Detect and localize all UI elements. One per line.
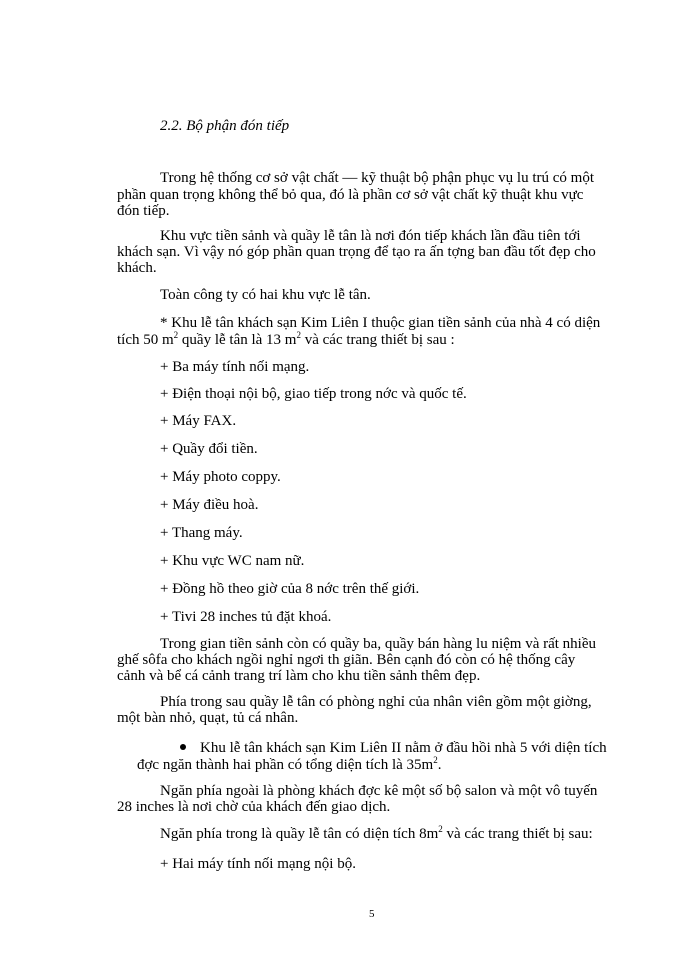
paragraph-line: Ngăn phía trong là quầy lễ tân có diện tích $8m^2$ và các trang thiết bị sau: bbox=[160, 824, 593, 842]
section-heading: 2.2. Bộ phận đón tiếp bbox=[160, 118, 290, 134]
paragraph-line: Trong hệ thống cơ sở vật chất — kỹ thuật bộ phận phục vụ lu trú có một bbox=[160, 170, 595, 186]
list-item: + Thang máy. bbox=[160, 525, 243, 541]
list-item: + Khu vực WC nam nữ. bbox=[160, 553, 305, 569]
paragraph-line: một bàn nhỏ, quạt, tủ cá nhân. bbox=[117, 710, 299, 726]
paragraph-line: đợc ngăn thành hai phần có tổng diện tích là $35m^2$. bbox=[137, 755, 442, 773]
list-item: + Tivi 28 inches tủ đặt khoá. bbox=[160, 609, 332, 625]
list-item: + Hai máy tính nối mạng nội bộ. bbox=[160, 856, 356, 872]
paragraph-line: Toàn công ty có hai khu vực lễ tân. bbox=[160, 287, 371, 303]
list-item: + Đồng hồ theo giờ của 8 nớc trên thế giới. bbox=[160, 581, 420, 597]
page-number: 5 bbox=[369, 908, 375, 920]
paragraph-line: Khu lễ tân khách sạn Kim Liên II nằm ở đầu hồi nhà 5 với diện tích bbox=[200, 740, 607, 756]
paragraph-line: đón tiếp. bbox=[117, 203, 170, 219]
list-item: + Máy điều hoà. bbox=[160, 497, 259, 513]
paragraph-line: khách sạn. Vì vậy nó góp phần quan trọng để tạo ra ấn tợng ban đầu tốt đẹp cho bbox=[117, 244, 596, 260]
bullet-icon bbox=[180, 744, 186, 750]
list-item: + Máy FAX. bbox=[160, 413, 237, 429]
paragraph-line: ghế sôfa cho khách ngồi nghỉ ngơi th giãn. Bên cạnh đó còn có hệ thống cây bbox=[117, 652, 576, 668]
paragraph-line: phần quan trọng không thể bỏ qua, đó là phần cơ sở vật chất kỹ thuật khu vực bbox=[117, 187, 584, 203]
list-item: + Điện thoại nội bộ, giao tiếp trong nớc và quốc tế. bbox=[160, 386, 467, 402]
paragraph-line: Ngăn phía ngoài là phòng khách đợc kê một số bộ salon và một vô tuyến bbox=[160, 783, 598, 799]
list-item: + Ba máy tính nối mạng. bbox=[160, 359, 310, 375]
paragraph-line: Trong gian tiền sảnh còn có quầy ba, quầy bán hàng lu niệm và rất nhiều bbox=[160, 636, 597, 652]
list-item: + Máy photo coppy. bbox=[160, 469, 281, 485]
paragraph-line: * Khu lễ tân khách sạn Kim Liên I thuộc gian tiền sảnh của nhà 4 có diện bbox=[160, 315, 601, 331]
paragraph-line: tích 50 $m^2$ quầy lễ tân là 13 $m^2$ và các trang thiết bị sau : bbox=[117, 330, 455, 348]
paragraph-line: 28 inches là nơi chờ của khách đến giao dịch. bbox=[117, 799, 391, 815]
paragraph-line: Khu vực tiền sảnh và quầy lễ tân là nơi đón tiếp khách lần đầu tiên tới bbox=[160, 228, 581, 244]
paragraph-line: khách. bbox=[117, 260, 157, 276]
paragraph-line: cảnh và bể cá cảnh trang trí làm cho khu tiền sảnh thêm đẹp. bbox=[117, 668, 481, 684]
list-item: + Quầy đổi tiền. bbox=[160, 441, 258, 457]
paragraph-line: Phía trong sau quầy lễ tân có phòng nghỉ của nhân viên gồm một giờng, bbox=[160, 694, 592, 710]
